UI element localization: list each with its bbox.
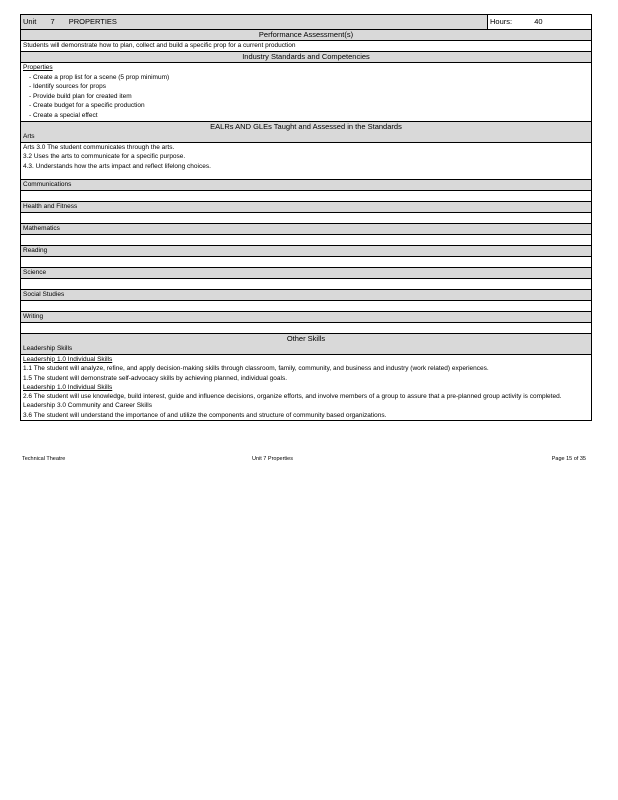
hours-label: Hours: bbox=[490, 17, 513, 26]
subject-health-fitness-body bbox=[21, 212, 592, 223]
subject-communications: Communications bbox=[21, 179, 592, 190]
leadership-label: Leadership Skills bbox=[23, 344, 73, 352]
industry-content bbox=[21, 63, 592, 122]
industry-item: - Create budget for a specific production bbox=[29, 102, 145, 110]
footer-course: Technical Theatre bbox=[22, 456, 66, 462]
industry-item: - Create a prop list for a scene (5 prop minimum) bbox=[29, 73, 170, 81]
hours-cell bbox=[488, 15, 592, 30]
other-skills-content bbox=[21, 354, 592, 421]
subject-writing: Writing bbox=[21, 311, 592, 322]
hours-value: 40 bbox=[534, 17, 543, 26]
other-skills-heading-cell bbox=[21, 333, 592, 354]
leadership-item: 3.6 The student will understand the importance of and utilize the components and structure of community based organizations. bbox=[23, 411, 387, 419]
footer-page-number: Page 15 of 35 bbox=[551, 456, 586, 462]
subject-science: Science bbox=[21, 267, 592, 278]
arts-line: 4.3. Understands how the arts impact and reflect lifelong choices. bbox=[23, 162, 211, 170]
subject-mathematics-body bbox=[21, 234, 592, 245]
arts-label: Arts bbox=[23, 132, 35, 140]
subject-reading: Reading bbox=[21, 245, 592, 256]
other-skills-heading: Other Skills bbox=[286, 333, 326, 343]
unit-header-row bbox=[21, 15, 592, 30]
industry-title: Properties bbox=[23, 64, 53, 71]
curriculum-table bbox=[20, 14, 592, 421]
unit-number: 7 bbox=[50, 17, 55, 26]
leadership-standard: Leadership 1.0 Individual Skills bbox=[23, 355, 113, 363]
leadership-item: 2.6 The student will use knowledge, build interest, guide and influence decisions, organize efforts, and involve members of a group to assure that a pre-planned group activity is completed. bbox=[23, 392, 562, 400]
unit-title: PROPERTIES bbox=[68, 17, 117, 26]
industry-item: - Create a special effect bbox=[29, 111, 98, 119]
subject-health-fitness: Health and Fitness bbox=[21, 201, 592, 212]
unit-label: Unit bbox=[23, 17, 37, 26]
leadership-standard: Leadership 1.0 Individual Skills bbox=[23, 384, 113, 392]
industry-item: - Identify sources for props bbox=[29, 83, 106, 91]
arts-line: Arts 3.0 The student communicates through the arts. bbox=[23, 143, 175, 151]
performance-heading: Performance Assessment(s) bbox=[21, 30, 592, 41]
subject-reading-body bbox=[21, 256, 592, 267]
unit-title-cell bbox=[21, 15, 488, 30]
leadership-item: 1.1 The student will analyze, refine, and apply decision-making skills through classroom, family, community, and business and industry (work related) experiences. bbox=[23, 365, 489, 373]
performance-text: Students will demonstrate how to plan, collect and build a specific prop for a current production bbox=[21, 41, 592, 52]
page-footer bbox=[22, 455, 590, 463]
ealrs-heading: EALRs AND GLEs Taught and Assessed in the Standards bbox=[210, 121, 402, 131]
subject-science-body bbox=[21, 278, 592, 289]
curriculum-document bbox=[20, 14, 591, 421]
leadership-standard: Leadership 3.0 Community and Career Skills bbox=[23, 401, 152, 409]
subject-writing-body bbox=[21, 322, 592, 333]
arts-line: 3.2 Uses the arts to communicate for a specific purpose. bbox=[23, 153, 186, 161]
footer-unit: Unit 7 Properties bbox=[252, 456, 293, 462]
subject-social-studies: Social Studies bbox=[21, 289, 592, 300]
industry-heading: Industry Standards and Competencies bbox=[21, 52, 592, 63]
subject-communications-body bbox=[21, 190, 592, 201]
arts-content bbox=[21, 142, 592, 179]
subject-social-studies-body bbox=[21, 300, 592, 311]
leadership-item: 1.5 The student will demonstrate self-advocacy skills by achieving planned, individual goals. bbox=[23, 374, 287, 382]
industry-item: - Provide build plan for created item bbox=[29, 92, 132, 100]
ealrs-heading-cell bbox=[21, 121, 592, 142]
subject-mathematics: Mathematics bbox=[21, 223, 592, 234]
